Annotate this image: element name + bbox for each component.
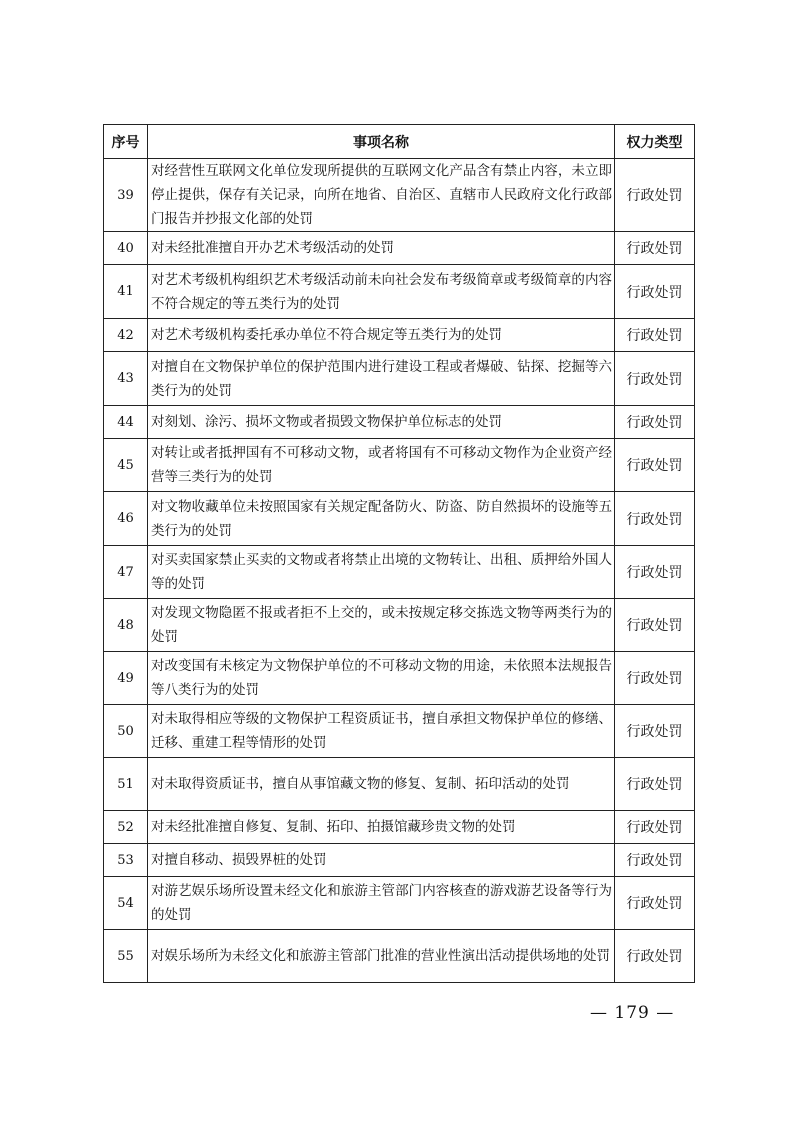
row-name: 对改变国有未核定为文物保护单位的不可移动文物的用途，未依照本法规报告等八类行为的处罚 [148, 652, 615, 705]
row-type: 行政处罚 [615, 159, 695, 232]
table-row [104, 599, 695, 652]
row-index: 49 [104, 652, 148, 705]
row-name: 对转让或者抵押国有不可移动文物，或者将国有不可移动文物作为企业资产经营等三类行为的处罚 [148, 439, 615, 492]
row-type: 行政处罚 [615, 546, 695, 599]
row-index: 50 [104, 705, 148, 758]
row-index: 55 [104, 930, 148, 983]
header-name: 事项名称 [148, 125, 615, 159]
table-row [104, 352, 695, 406]
row-name: 对擅自在文物保护单位的保护范围内进行建设工程或者爆破、钻探、挖掘等六类行为的处罚 [148, 352, 615, 406]
table-row [104, 319, 695, 352]
table-row [104, 877, 695, 930]
row-index: 47 [104, 546, 148, 599]
row-name: 对未取得相应等级的文物保护工程资质证书，擅自承担文物保护单位的修缮、迁移、重建工程等情形的处罚 [148, 705, 615, 758]
row-type: 行政处罚 [615, 352, 695, 406]
table-row [104, 758, 695, 811]
row-index: 46 [104, 492, 148, 546]
table-row [104, 406, 695, 439]
table-header-row [104, 125, 695, 159]
table-row [104, 546, 695, 599]
row-type: 行政处罚 [615, 232, 695, 265]
row-name: 对未经批准擅自修复、复制、拓印、拍摄馆藏珍贵文物的处罚 [148, 811, 615, 844]
row-name: 对经营性互联网文化单位发现所提供的互联网文化产品含有禁止内容，未立即停止提供，保存有关记录，向所在地省、自治区、直辖市人民政府文化行政部门报告并抄报文化部的处罚 [148, 159, 615, 232]
row-type: 行政处罚 [615, 877, 695, 930]
table-row [104, 930, 695, 983]
table-row [104, 652, 695, 705]
row-index: 39 [104, 159, 148, 232]
row-type: 行政处罚 [615, 811, 695, 844]
row-index: 43 [104, 352, 148, 406]
table-row [104, 492, 695, 546]
row-index: 41 [104, 265, 148, 319]
header-index: 序号 [104, 125, 148, 159]
table-row [104, 811, 695, 844]
row-name: 对发现文物隐匿不报或者拒不上交的，或未按规定移交拣选文物等两类行为的处罚 [148, 599, 615, 652]
row-name: 对刻划、涂污、损坏文物或者损毁文物保护单位标志的处罚 [148, 406, 615, 439]
items-table [103, 124, 695, 983]
row-index: 44 [104, 406, 148, 439]
row-index: 54 [104, 877, 148, 930]
row-name: 对艺术考级机构组织艺术考级活动前未向社会发布考级简章或考级简章的内容不符合规定的等五类行为的处罚 [148, 265, 615, 319]
row-name: 对游艺娱乐场所设置未经文化和旅游主管部门内容核查的游戏游艺设备等行为的处罚 [148, 877, 615, 930]
row-index: 42 [104, 319, 148, 352]
table-row [104, 159, 695, 232]
row-name: 对艺术考级机构委托承办单位不符合规定等五类行为的处罚 [148, 319, 615, 352]
row-type: 行政处罚 [615, 599, 695, 652]
header-type: 权力类型 [615, 125, 695, 159]
row-type: 行政处罚 [615, 652, 695, 705]
row-index: 40 [104, 232, 148, 265]
row-index: 51 [104, 758, 148, 811]
row-type: 行政处罚 [615, 406, 695, 439]
row-name: 对未经批准擅自开办艺术考级活动的处罚 [148, 232, 615, 265]
row-index: 52 [104, 811, 148, 844]
table-row [104, 844, 695, 877]
page-number: — 179 — [590, 1003, 675, 1023]
row-type: 行政处罚 [615, 758, 695, 811]
row-type: 行政处罚 [615, 492, 695, 546]
row-index: 45 [104, 439, 148, 492]
row-name: 对娱乐场所为未经文化和旅游主管部门批准的营业性演出活动提供场地的处罚 [148, 930, 615, 983]
row-index: 53 [104, 844, 148, 877]
row-type: 行政处罚 [615, 439, 695, 492]
row-type: 行政处罚 [615, 930, 695, 983]
row-index: 48 [104, 599, 148, 652]
row-name: 对未取得资质证书，擅自从事馆藏文物的修复、复制、拓印活动的处罚 [148, 758, 615, 811]
table-row [104, 265, 695, 319]
row-type: 行政处罚 [615, 844, 695, 877]
row-name: 对买卖国家禁止买卖的文物或者将禁止出境的文物转让、出租、质押给外国人等的处罚 [148, 546, 615, 599]
table-row [104, 232, 695, 265]
row-name: 对文物收藏单位未按照国家有关规定配备防火、防盗、防自然损坏的设施等五类行为的处罚 [148, 492, 615, 546]
row-type: 行政处罚 [615, 265, 695, 319]
table-row [104, 439, 695, 492]
table-row [104, 705, 695, 758]
row-type: 行政处罚 [615, 705, 695, 758]
row-name: 对擅自移动、损毁界桩的处罚 [148, 844, 615, 877]
row-type: 行政处罚 [615, 319, 695, 352]
